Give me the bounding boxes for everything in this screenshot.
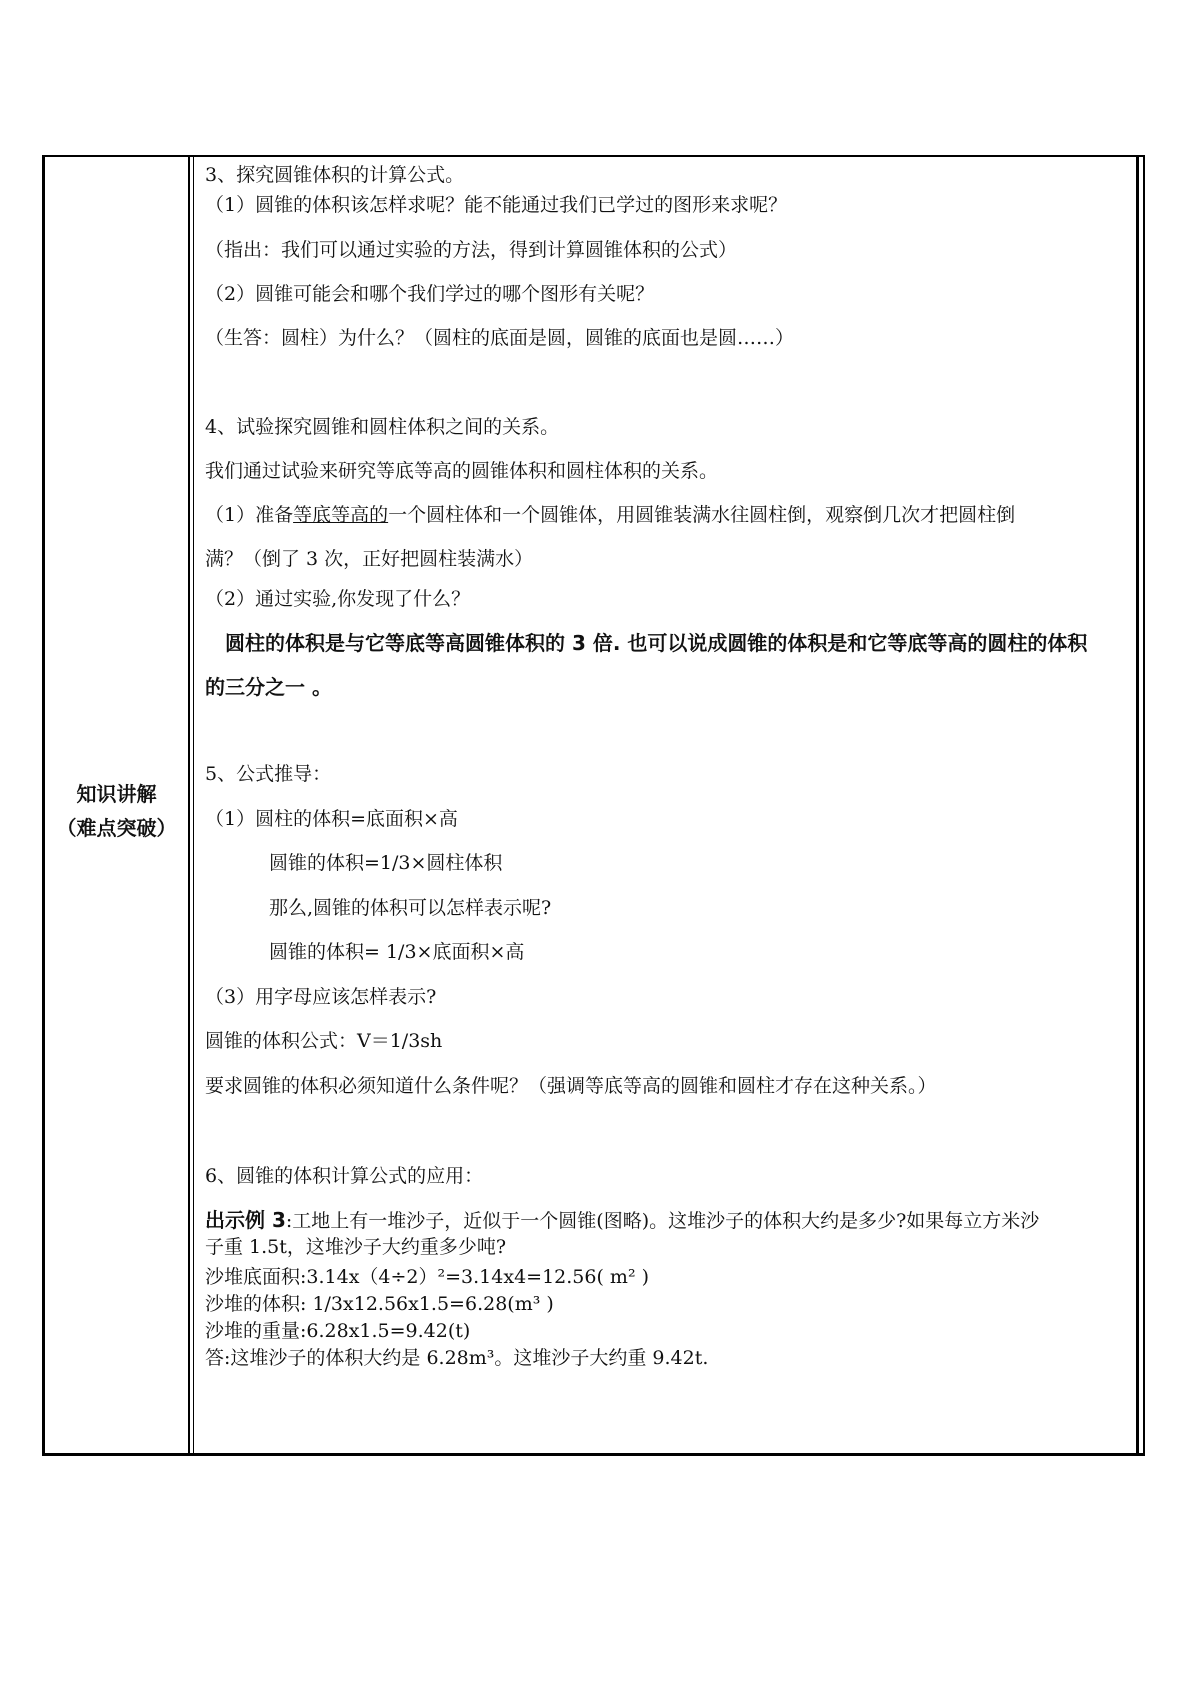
lesson-table — [42, 155, 1145, 1456]
s6-calc-3: 沙堆的重量:6.28x1.5=9.42(t) — [205, 1320, 471, 1342]
s4-step-1 — [205, 503, 1015, 527]
s4-conclusion: 圆柱的体积是与它等底等高圆锥体积的 3 倍. 也可以说成圆锥的体积是和它等底等高的圆柱的体积 — [225, 631, 1088, 655]
s5-condition: 要求圆锥的体积必须知道什么条件呢？（强调等底等高的圆锥和圆柱才存在这种关系。） — [205, 1075, 937, 1097]
s4-step-2: （2）通过实验,你发现了什么？ — [205, 588, 471, 610]
s5-formula: 圆锥的体积公式：V＝1/3sh — [205, 1030, 443, 1052]
s4-step-1-cont: 满？（倒了 3 次，正好把圆柱装满水） — [205, 548, 534, 570]
s6-answer: 答:这堆沙子的体积大约是 6.28m³。这堆沙子大约重 9.42t. — [205, 1347, 709, 1369]
s6-example-cont: 子重 1.5t，这堆沙子大约重多少吨? — [205, 1236, 507, 1258]
s5-line-2: 圆锥的体积=1/3×圆柱体积 — [269, 852, 503, 874]
s3-question-1: （1）圆锥的体积该怎样求呢？能不能通过我们已学过的图形来求呢？ — [205, 194, 788, 216]
s6-example-text: :工地上有一堆沙子，近似于一个圆锥(图略)。这堆沙子的体积大约是多少?如果每立方米沙 — [285, 1210, 1040, 1232]
table-border-right — [1136, 157, 1139, 1453]
s4-intro: 我们通过试验来研究等底等高的圆锥体积和圆柱体积的关系。 — [205, 460, 719, 482]
s6-calc-1: 沙堆底面积:3.14x（4÷2）²=3.14x4=12.56( m² ) — [205, 1266, 650, 1288]
table-divider-inner — [193, 157, 194, 1453]
s4-step-1-rest: 一个圆柱体和一个圆锥体，用圆锥装满水往圆柱倒，观察倒几次才把圆柱倒 — [388, 504, 1016, 526]
s6-calc-2: 沙堆的体积: 1/3x12.56x1.5=6.28(m³ ) — [205, 1293, 554, 1315]
s4-step-1-underlined: 等底等高的 — [293, 504, 389, 526]
table-divider — [188, 157, 190, 1453]
s4-step-1-prefix: （1）准备 — [205, 504, 294, 526]
s6-example — [205, 1208, 1039, 1233]
table-border-right-outer — [1143, 157, 1145, 1453]
s3-hint: （指出：我们可以通过实验的方法，得到计算圆锥体积的公式） — [205, 239, 738, 261]
s3-title: 3、探究圆锥体积的计算公式。 — [205, 164, 465, 186]
s5-line-3: 那么,圆锥的体积可以怎样表示呢? — [269, 897, 552, 919]
s5-title: 5、公式推导： — [205, 763, 332, 785]
s3-question-2: （2）圆锥可能会和哪个我们学过的哪个图形有关呢？ — [205, 283, 655, 305]
content-cell — [205, 157, 1127, 1453]
s3-answer: （生答：圆柱）为什么？（圆柱的底面是圆，圆锥的底面也是圆……） — [205, 327, 795, 349]
s5-line-1: （1）圆柱的体积=底面积×高 — [205, 808, 458, 830]
section-label-subtitle: （难点突破） — [56, 816, 177, 840]
s5-line-4: 圆锥的体积= 1/3×底面积×高 — [269, 941, 525, 963]
s6-title: 6、圆锥的体积计算公式的应用： — [205, 1165, 484, 1187]
s4-title: 4、试验探究圆锥和圆柱体积之间的关系。 — [205, 416, 560, 438]
s4-conclusion-cont: 的三分之一 。 — [205, 675, 332, 699]
s6-example-label: 出示例 3 — [205, 1208, 286, 1232]
s5-line-5: （3）用字母应该怎样表示? — [205, 986, 437, 1008]
section-label-title: 知识讲解 — [76, 782, 157, 806]
section-label — [45, 777, 188, 845]
